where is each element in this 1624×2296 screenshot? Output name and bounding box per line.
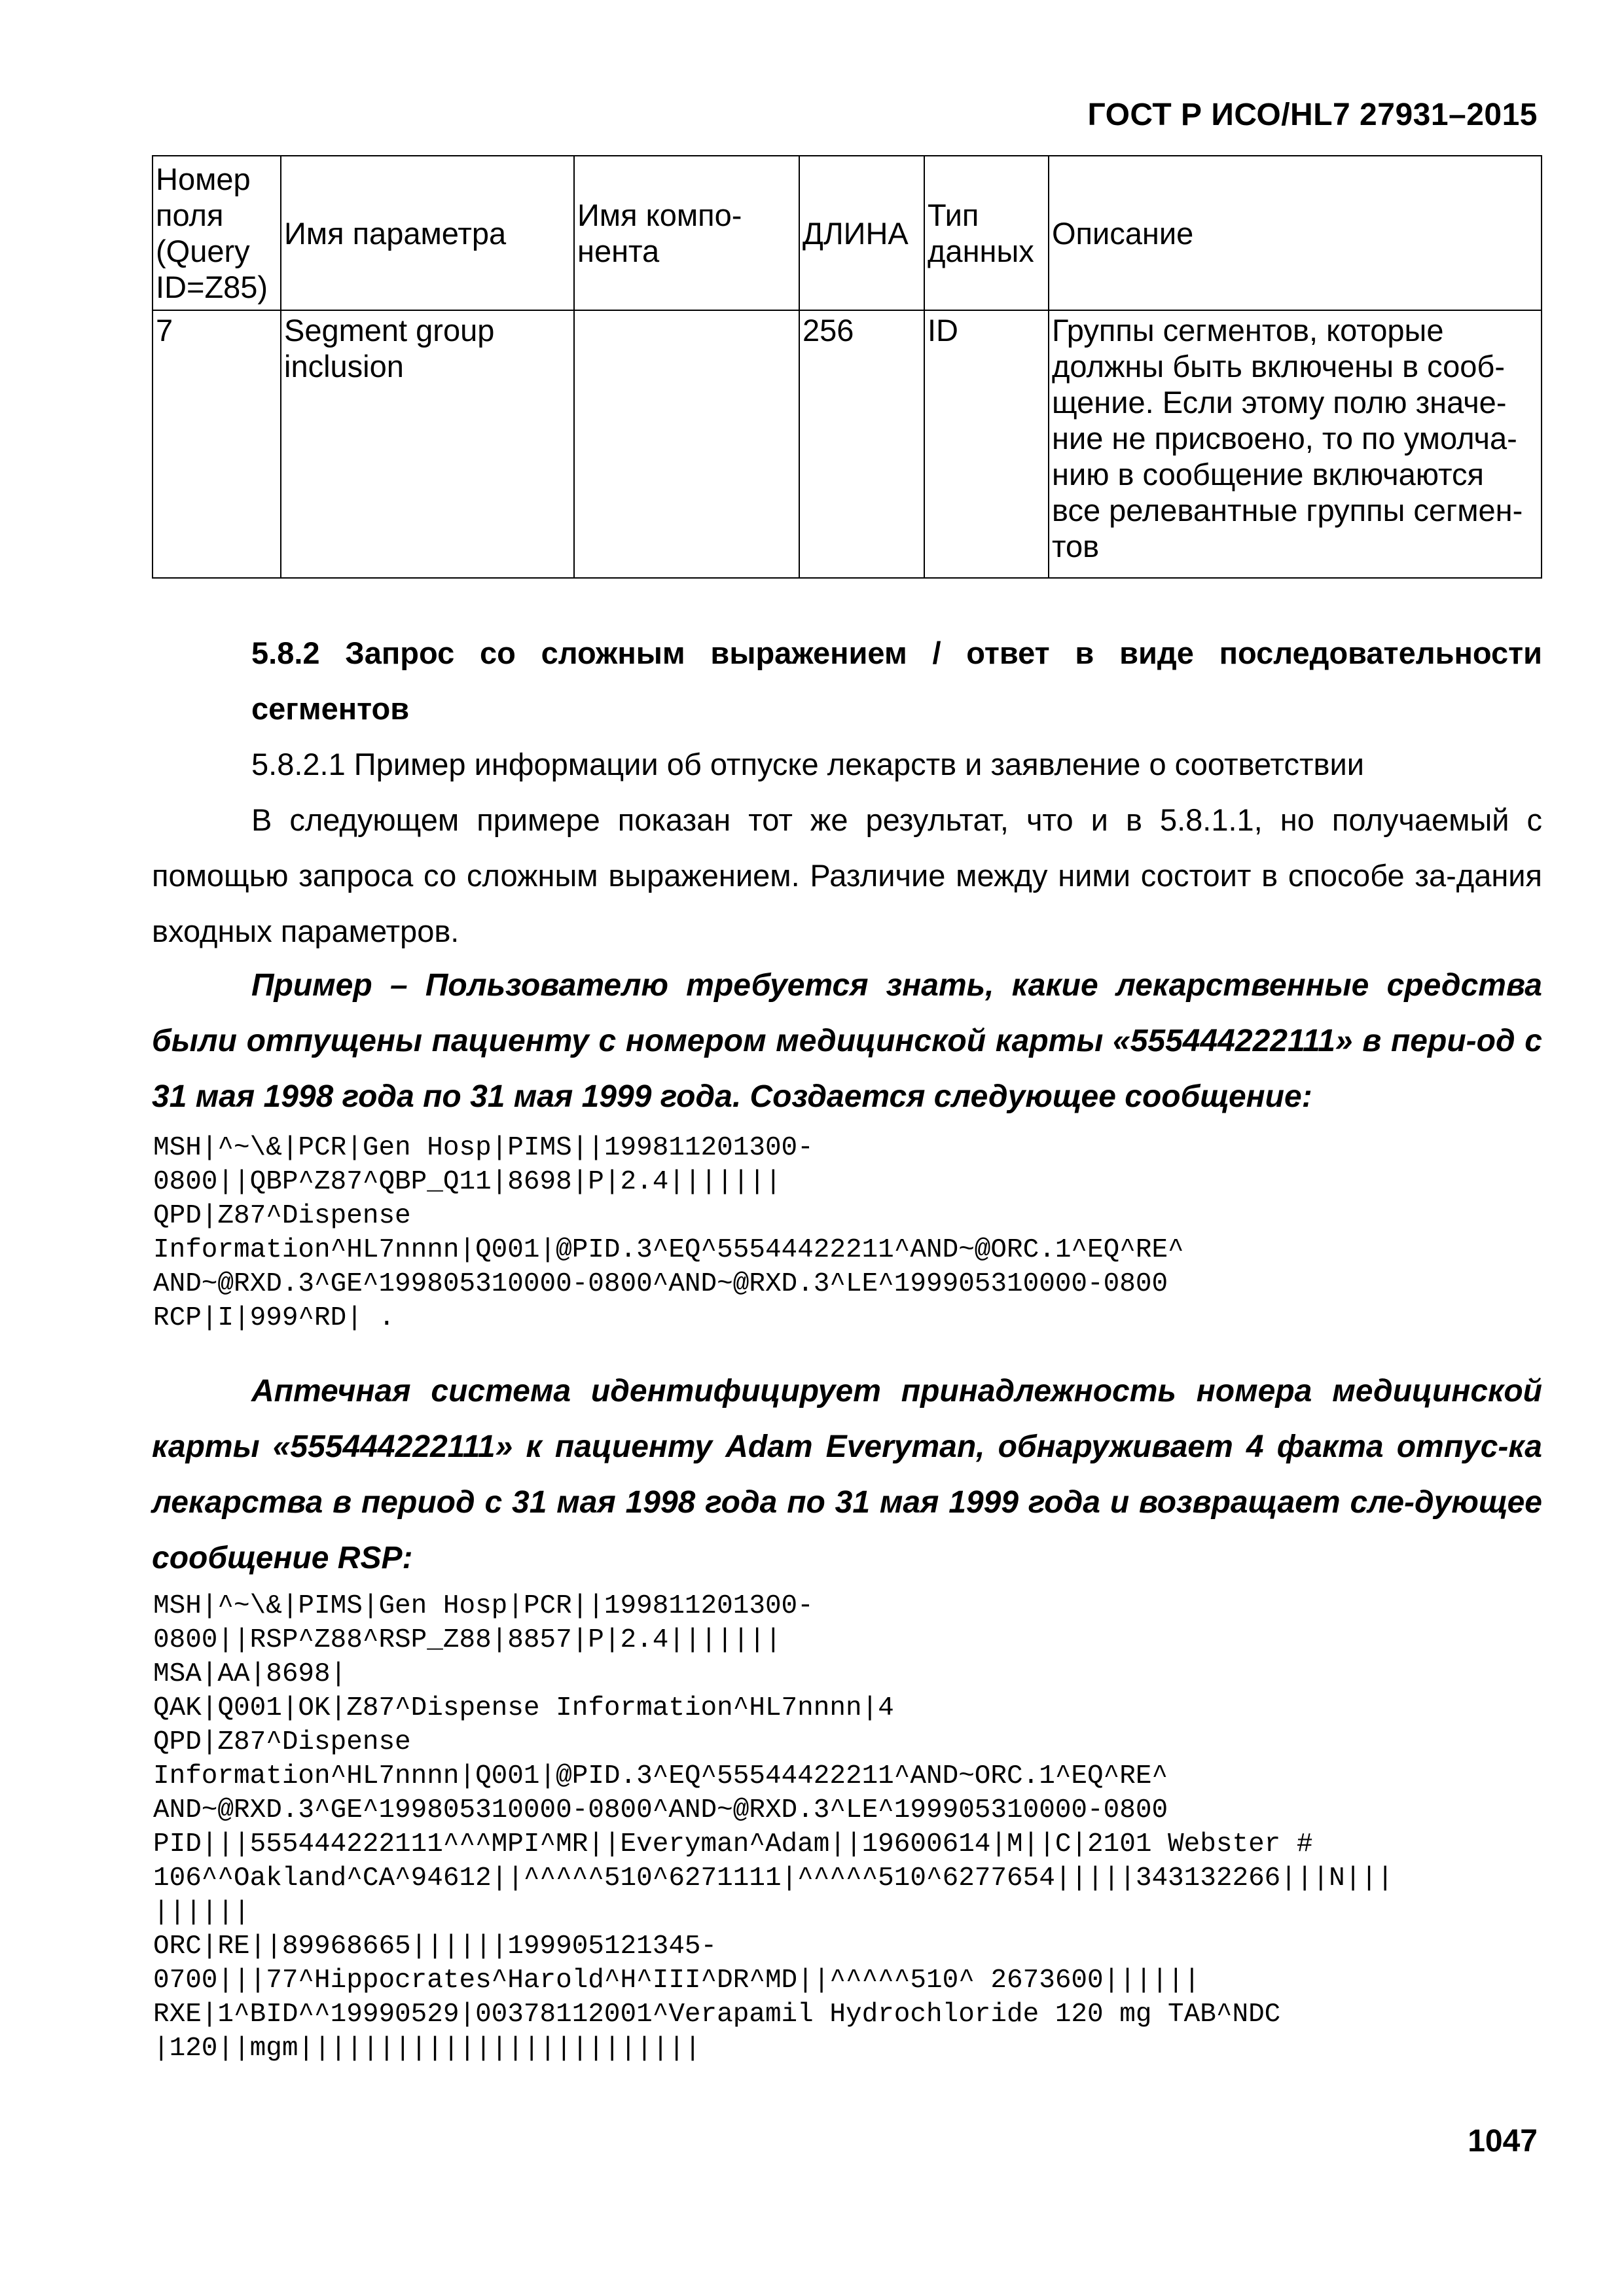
header-data-type: Тип данных (924, 156, 1049, 310)
body-paragraph: В следующем примере показан тот же результат, что и в 5.8.1.1, но получаемый с помощью запроса со сложным выражением. Различие между ними состоит в способе за-дания входных параметров. (152, 802, 1542, 948)
cell-component (574, 310, 799, 578)
request-message-code: MSH|^~\&|PCR|Gen Hosp|PIMS||199811201300- 0800||QBP^Z87^QBP_Q11|8698|P|2.4||||||| QPD|Z87^Dispense Information^HL7nnnn|Q001|@PID.3^EQ^55544422211^AND~@ORC.1^EQ^RE^ AND~@RXD.3^GE^199805310000-0800^AND~@RXD.3^LE^199905310000-0800 RCP|I|999^RD| . (153, 1133, 1184, 1333)
header-description: Описание (1049, 156, 1542, 310)
cell-description: Группы сегментов, которые должны быть включены в сооб-щение. Если этому полю значе-ние не присвоено, то по умолча-нию в сообщение включаются все релевантные группы сегмен-тов (1049, 310, 1542, 578)
example-request-text: Пример – Пользователю требуется знать, какие лекарственные средства были отпущены пациенту с номером медицинской карты «555444222111» в пери-од с 31 мая 1998 года по 31 мая 1999 года. Создается следующее сообщение: (152, 968, 1542, 1114)
response-message-code: MSH|^~\&|PIMS|Gen Hosp|PCR||199811201300- 0800||RSP^Z88^RSP_Z88|8857|P|2.4||||||| MSA|AA|8698| QAK|Q001|OK|Z87^Dispense Information^HL7nnnn|4 QPD|Z87^Dispense Information^HL7nnnn|Q001|@PID.3^EQ^55544422211^AND~ORC.1^EQ^RE^ AND~@RXD.3^GE^199805310000-0800^AND~@RXD.3^LE^199905310000-0800 PID|||555444222111^^^MPI^MR||Everyman^Adam||19600614|M||C|2101 Webster # 106^^Oakland^CA^94612||^^^^^510^6271111|^^^^^510^6277654|||||343132266|||N||| |||||| ORC|RE||89968665||||||199905121345- 0700|||77^Hippocrates^Harold^H^III^DR^MD||^^^^^510^ 2673600|||||| RXE|1^BID^^19990529|00378112001^Verapamil Hydrochloride 120 mg TAB^NDC |120||mgm||||||||||||||||||||||||| (153, 1591, 1394, 2064)
header-field-number: Номер поля (Query ID=Z85) (153, 156, 281, 310)
example-response-text: Аптечная система идентифицирует принадлежность номера медицинской карты «555444222111» к пациенту Adam Everyman, обнаруживает 4 факта отпус-ка лекарства в период с 31 мая 1998 года по 31 мая 1999 года и возвращает сле-дующее сообщение RSP: (152, 1374, 1542, 1575)
cell-length: 256 (799, 310, 924, 578)
header-component-name: Имя компо-нента (574, 156, 799, 310)
parameters-table (152, 155, 1542, 579)
table-row (153, 310, 1542, 578)
cell-param-name: Segment group inclusion (281, 310, 574, 578)
document-code-header: ГОСТ Р ИСО/HL7 27931–2015 (1087, 98, 1538, 132)
cell-data-type: ID (924, 310, 1049, 578)
page-number: 1047 (1468, 2124, 1538, 2159)
subsection-title: 5.8.2.1 Пример информации об отпуске лекарств и заявление о соответствии (251, 747, 1364, 781)
cell-field-number: 7 (153, 310, 281, 578)
table-header-row (153, 156, 1542, 310)
section-title: 5.8.2 Запрос со сложным выражением / ответ в виде последовательности сегментов (251, 636, 1542, 726)
header-param-name: Имя параметра (281, 156, 574, 310)
header-length: ДЛИНА (799, 156, 924, 310)
